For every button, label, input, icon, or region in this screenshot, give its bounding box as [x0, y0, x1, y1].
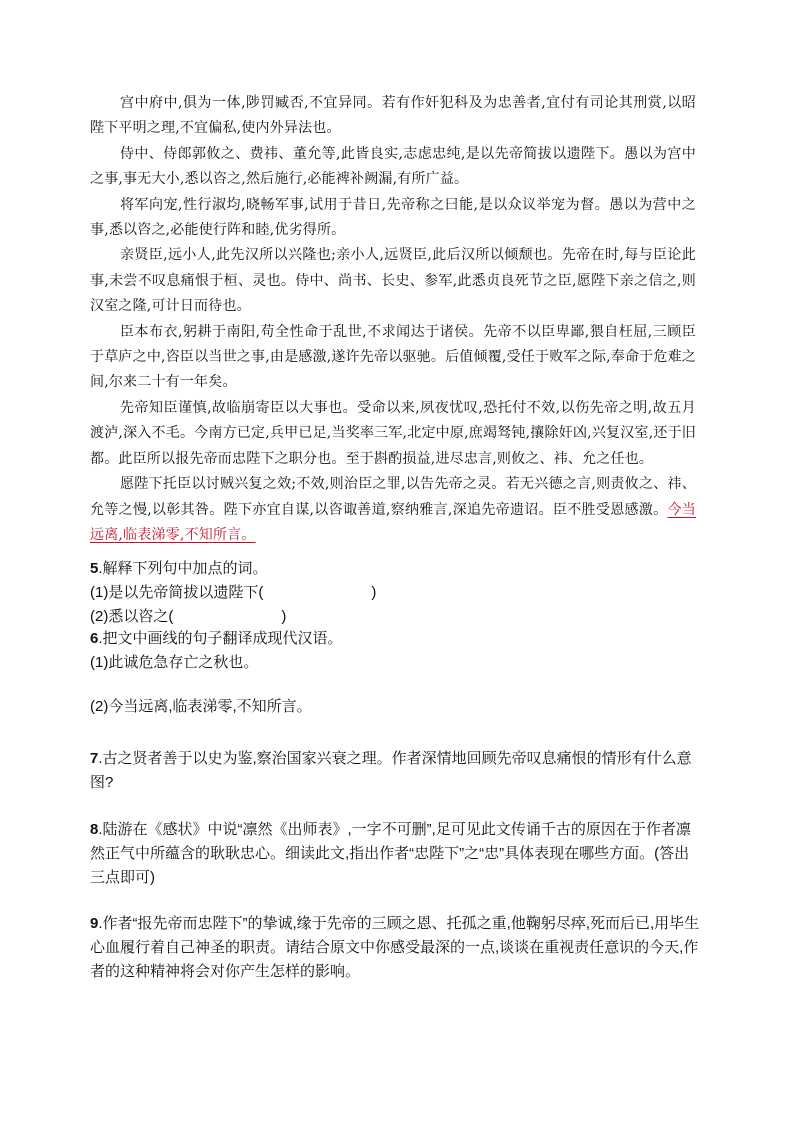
question-5-number: 5: [90, 560, 99, 577]
question-7-text: .古之贤者善于以史为鉴,察治国家兴衰之理。作者深情地回顾先帝叹息痛恨的情形有什么意图?: [90, 750, 692, 791]
passage-paragraph-7: [90, 472, 696, 548]
question-7-stem: [90, 747, 700, 795]
question-9: [90, 912, 700, 984]
question-8-stem: [90, 818, 700, 890]
passage-paragraph-1: 宫中府中,俱为一体,陟罚臧否,不宜异同。若有作奸犯科及为忠善者,宜付有司论其刑赏,以昭陛下平明之理,不宜偏私,使内外异法也。: [90, 95, 696, 137]
question-5-item-1-close: ): [371, 584, 377, 601]
question-6-item-2: (2)今当远离,临表涕零,不知所言。: [90, 698, 312, 715]
question-5-item-1: [90, 581, 700, 605]
question-5-stem: [90, 557, 700, 581]
passage-paragraph-3: 将军向宠,性行淑均,晓畅军事,试用于昔日,先帝称之曰能,是以众议举宠为督。愚以为营中之事,悉以咨之,必能使行阵和睦,优劣得所。: [90, 196, 696, 239]
passage-paragraph-2: 侍中、侍郎郭攸之、费祎、董允等,此皆良实,志虑忠纯,是以先帝简拔以遗陛下。愚以为宫中之事,事无大小,悉以咨之,然后施行,必能裨补阙漏,有所广益。: [90, 145, 696, 188]
question-5-item-2-text: (2)悉以咨之(: [90, 608, 174, 625]
question-9-stem: [90, 912, 700, 984]
question-5-item-2: [90, 605, 700, 629]
question-9-text: .作者“报先帝而忠陛下”的挚诚,缘于先帝的三顾之恩、托孤之重,他鞠躬尽瘁,死而后已,用毕生心血履行着自己神圣的职责。请结合原文中你感受最深的一点,谈谈在重视责任意识的今天,作者的这种精神将会对你产生怎样的影响。: [90, 915, 700, 980]
question-7-number: 7: [90, 750, 99, 767]
question-6: [90, 627, 700, 719]
question-6-stem: [90, 627, 700, 651]
question-9-number: 9: [90, 915, 99, 932]
underlined-sentence: 今当远离,临表涕零,不知所言。: [90, 501, 696, 543]
passage-paragraph-6: 先帝知臣谨慎,故临崩寄臣以大事也。受命以来,夙夜忧叹,恐托付不效,以伤先帝之明,故五月渡泸,深入不毛。今南方已定,兵甲已足,当奖率三军,北定中原,庶竭驽钝,攘除奸凶,兴复汉室,还于旧都。此臣所以报先帝而忠陛下之职分也。至于斟酌损益,进尽忠言,则攸之、祎、允之任也。: [90, 399, 696, 467]
passage: [90, 91, 696, 548]
answer-space-6-1[interactable]: [90, 675, 700, 695]
question-8-text: .陆游在《感状》中说“凛然《出师表》,一字不可删”,足可见此文传诵千古的原因在于作者凛然正气中所蕴含的耿耿忠心。细读此文,指出作者“忠陛下”之“忠”具体表现在哪些方面。(答出三点即可): [90, 821, 691, 886]
question-5-item-1-text: (1)是以先帝简拔以遗陛下(: [90, 584, 264, 601]
question-5-text: .解释下列句中加点的词。: [98, 560, 268, 577]
question-7: [90, 747, 700, 795]
question-6-text: .把文中画线的句子翻译成现代汉语。: [98, 630, 343, 647]
passage-paragraph-5: 臣本布衣,躬耕于南阳,苟全性命于乱世,不求闻达于诸侯。先帝不以臣卑鄙,猥自枉屈,三顾臣于草庐之中,咨臣以当世之事,由是感激,遂许先帝以驱驰。后值倾覆,受任于败军之际,奉命于危难之间,尔来二十有一年矣。: [90, 323, 696, 391]
question-5: [90, 557, 700, 629]
question-8: [90, 818, 700, 890]
question-5-item-2-close: ): [281, 608, 287, 625]
passage-paragraph-4: 亲贤臣,远小人,此先汉所以兴隆也;亲小人,远贤臣,此后汉所以倾颓也。先帝在时,每与臣论此事,未尝不叹息痛恨于桓、灵也。侍中、尚书、长史、参军,此悉贞良死节之臣,愿陛下亲之信之,则汉室之隆,可计日而待也。: [90, 247, 696, 315]
question-6-item-1: (1)此诚危急存亡之秋也。: [90, 654, 259, 671]
question-6-number: 6: [90, 630, 99, 647]
question-8-number: 8: [90, 821, 99, 838]
passage-paragraph-7-text: 愿陛下托臣以讨贼兴复之效;不效,则治臣之罪,以告先帝之灵。若无兴德之言,则责攸之、祎、允等之慢,以彰其咎。陛下亦宜自谋,以咨诹善道,察纳雅言,深追先帝遗诏。臣不胜受恩感激。: [90, 476, 696, 518]
